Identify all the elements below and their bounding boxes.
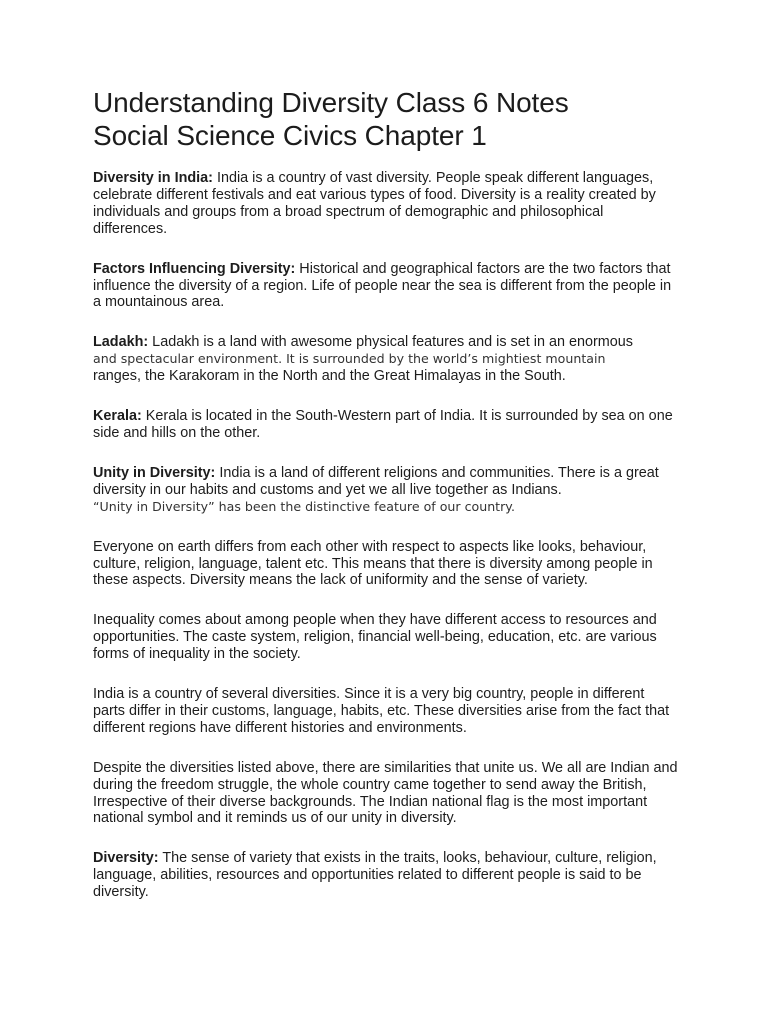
- paragraph-similarities-unite: [93, 760, 678, 828]
- paragraph-lead: Ladakh:: [93, 334, 149, 351]
- paragraph-unity-in-diversity: [93, 465, 678, 516]
- paragraph-text: Ladakh is a land with awesome physical features and is set in an enormous: [148, 334, 633, 351]
- paragraph-everyone-differs: [93, 539, 678, 590]
- paragraph-inequality: [93, 612, 678, 663]
- paragraph-lead: Kerala:: [93, 408, 142, 425]
- paragraph-text: India is a country of vast diversity. People speak different languages, celebrate different festivals and eat various types of food. Diversity is a reality created by individuals and groups from a broad spectrum of demographic and philosophical differences.: [93, 170, 656, 237]
- paragraph-lead: Diversity:: [93, 850, 159, 867]
- paragraph-text-after: ranges, the Karakoram in the North and the Great Himalayas in the South.: [93, 368, 566, 385]
- paragraph-text: Everyone on earth differs from each other with respect to aspects like looks, behaviour, culture, religion, language, talent etc. This means that there is diversity among people in these aspects. Diversity means the lack of uniformity and the sense of variety.: [93, 538, 653, 589]
- title-line-1: Understanding Diversity Class 6 Notes: [93, 87, 569, 118]
- title-line-2: Social Science Civics Chapter 1: [93, 120, 487, 151]
- paragraph-text: Inequality comes about among people when they have different access to resources and opportunities. The caste system, religion, financial well-being, education, etc. are various forms of inequality in the society.: [93, 612, 657, 663]
- paragraph-text: India is a land of different religions and communities. There is a great diversity in our habits and customs and yet we all live together as Indians.: [93, 464, 659, 498]
- paragraph-ladakh: [93, 334, 678, 385]
- page-title: [93, 86, 678, 152]
- paragraph-kerala: [93, 408, 678, 442]
- paragraph-text-alt: “Unity in Diversity” has been the distinctive feature of our country.: [93, 498, 515, 514]
- paragraph-lead: Unity in Diversity:: [93, 464, 216, 481]
- paragraph-diversity-in-india: [93, 170, 678, 238]
- paragraph-diversity-definition: [93, 850, 678, 901]
- paragraph-text: The sense of variety that exists in the traits, looks, behaviour, culture, religion, language, abilities, resources and opportunities related to different people is said to be diversity.: [93, 850, 657, 901]
- paragraph-text: Historical and geographical factors are the two factors that influence the diversity of a region. Life of people near the sea is different from the people in a mountainous area.: [93, 260, 672, 311]
- paragraph-text: Despite the diversities listed above, there are similarities that unite us. We all are Indian and during the freedom struggle, the whole country came together to send away the British, Irrespective of their diverse backgrounds. The Indian national flag is the most important national symbol and it reminds us of our unity in diversity.: [93, 759, 678, 827]
- paragraph-text-alt: and spectacular environment. It is surrounded by the world’s mightiest mountain: [93, 351, 606, 367]
- paragraph-several-diversities: [93, 686, 678, 737]
- paragraph-text: Kerala is located in the South-Western part of India. It is surrounded by sea on one side and hills on the other.: [93, 408, 673, 441]
- paragraph-factors-influencing-diversity: [93, 261, 678, 312]
- paragraph-lead: Factors Influencing Diversity:: [93, 260, 296, 277]
- paragraph-text: India is a country of several diversities. Since it is a very big country, people in different parts differ in their customs, language, habits, etc. These diversities arise from the fact that different regions have different histories and environments.: [93, 686, 670, 736]
- paragraph-lead: Diversity in India:: [93, 170, 213, 186]
